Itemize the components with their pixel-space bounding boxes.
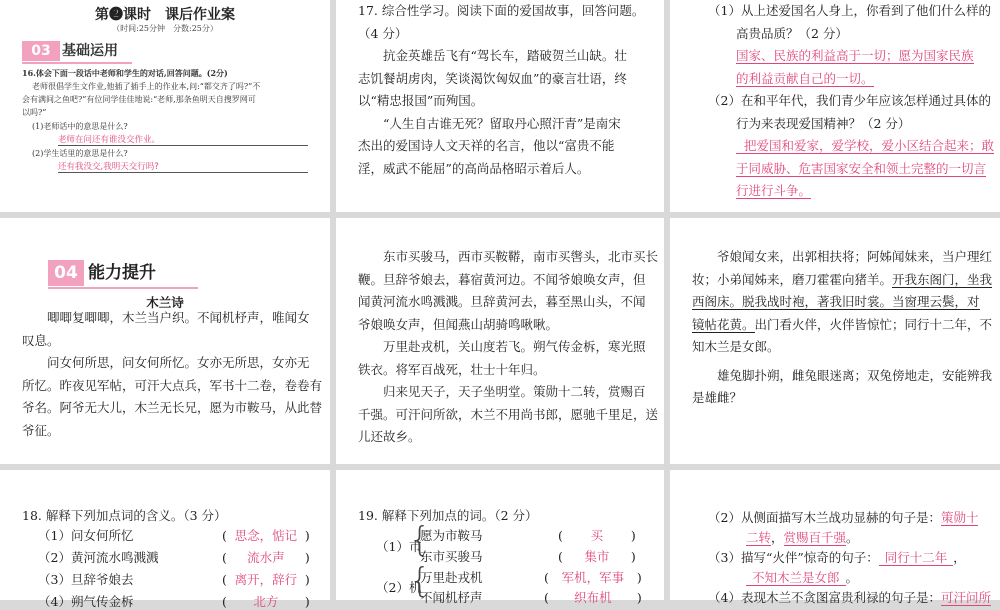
q18-answer-2: ( 流水声 ) [222, 550, 310, 565]
q17-score: （4 分） [358, 25, 408, 41]
q16-subquestion-2: (2)学生话里的意思是什么? [32, 149, 128, 158]
section-banner-basic [22, 41, 132, 61]
poem-line: 所忆。昨夜见军帖，可汗大点兵，军书十二卷，卷卷有 [22, 377, 323, 393]
q17-sub1: （1）从上述爱国名人身上，你看到了他们什么样的 [708, 3, 991, 18]
homework-panel-basic [0, 0, 330, 212]
q16-answer-1: 老师在问还有谁没交作业。 [58, 133, 308, 146]
brace-icon: { [409, 561, 431, 601]
poem-line: 万里赴戎机，关山度若飞。朔气传金柝，寒光照 [383, 339, 646, 354]
q17-answer-2: 于同威胁、危害国家安全和领土完整的一切言 [736, 160, 987, 176]
section-underline [48, 287, 198, 289]
q17-answer-2: 把爱国和爱家，爱学校，爱小区结合起来；敢 [736, 138, 994, 154]
q17-answer-2: 行进行斗争。 [736, 183, 812, 198]
q17-panel [336, 0, 664, 212]
passage-line: 抗金英雄岳飞有“驾长车，踏破贺兰山缺。壮 [383, 48, 627, 63]
q20-answer-3a: 同行十二年 [879, 550, 954, 566]
q20-sub4: （4）表现木兰不贪图富贵利禄的句子是：可汗问所 [708, 590, 991, 605]
q20-sub3-cont: 不知木兰是女郎 。 [746, 568, 858, 586]
q20-answer-2c: 赏赐百千强 [783, 530, 847, 545]
q20-answer-3b: 不知木兰是女郎 [746, 570, 846, 586]
q18-title: 18. 解释下列加点词的含义。（3 分） [22, 508, 227, 523]
q17-answer-1: 的利益贡献自己的一切。 [736, 70, 874, 86]
poem-text [692, 246, 992, 410]
q19-group1-label: （1）市 [376, 539, 422, 554]
brace-icon: { [409, 520, 431, 560]
passage-line: 杰出的爱国诗人文天祥的名言，他以“富贵不能 [358, 138, 615, 153]
poem-line: 问女何所思，问女何所忆。女亦无所思，女亦无 [47, 355, 310, 370]
q19-g2-item-1: 万里赴戎机 [420, 570, 483, 585]
poem-text [358, 246, 658, 449]
q17-sub1-cont: 高贵品质？（2 分） [736, 25, 848, 41]
q19-g2-answer-1: ( 军机，军事 ) [544, 570, 642, 585]
poem-line: 唧唧复唧唧，木兰当户织。不闻机杼声，唯闻女 [47, 310, 310, 325]
q18-answer-1: ( 思念，惦记 ) [222, 528, 310, 543]
section-label: 基础运用 [62, 43, 118, 59]
poem-line: 是雄雌？ [692, 390, 743, 405]
q17-title: 17. 综合性学习。阅读下面的爱国故事，回答问题。 [358, 3, 645, 18]
q17-sub2-cont: 行为来表现爱国精神？（2 分） [736, 115, 911, 131]
poem-line: 知木兰是女郎。 [692, 339, 780, 354]
q16-answer-2: 还有我没交,我明天交行吗? [58, 160, 308, 173]
poem-line: 出门看火伴，火伴皆惊忙；同行十二年，不 [754, 316, 993, 332]
underlined-phrase: 开我东阁门，坐我 [892, 271, 993, 287]
poem-text [22, 307, 322, 442]
q17-sub2: （2）在和平年代，我们青少年应该怎样通过具体的 [708, 93, 991, 108]
poem-line: 雄兔脚扑朔，雌兔眼迷离；双兔傍地走，安能辨我 [717, 367, 993, 383]
q17-text [358, 0, 644, 180]
q16-subquestion-1: (1)老师话中的意思是什么? [32, 122, 128, 131]
q18-answer-3: ( 离开，辞行 ) [222, 572, 310, 587]
q20-sub2-cont: 二转，赏赐百千强。 [746, 530, 859, 545]
q20-answer-2a: 策勋十 [940, 510, 979, 525]
poem-line: 东市买骏马，西市买鞍鞯，南市买辔头，北市买长 [383, 249, 659, 264]
passage-line: 淫，威武不能屈”的高尚品格昭示着后人。 [358, 160, 590, 176]
q17-answers-panel [670, 0, 1000, 212]
q19-panel [336, 470, 664, 605]
underlined-phrase: 当窗理云鬓，对 [892, 294, 980, 309]
q19-g1-item-1: 愿为市鞍马 [420, 528, 483, 543]
q19-g1-answer-1: ( 买 ) [558, 528, 636, 543]
q19-g2-answer-2: ( 织布机 ) [544, 590, 642, 605]
q20-panel [670, 470, 1000, 605]
underlined-phrase: 西阁床。脱我战时袍，著我旧时裳。 [692, 294, 893, 309]
q19-group2-label: （2）机 [376, 580, 422, 595]
q18-panel [0, 470, 330, 609]
q18-answer-4: ( 北方 ) [222, 594, 310, 609]
poem-panel-2 [336, 218, 664, 464]
section-number: 03 [22, 41, 60, 61]
poem-line: 爷名。阿爷无大儿，木兰无长兄，愿为市鞍马，从此替 [22, 400, 323, 415]
passage-line: 以“精忠报国”而殉国。 [358, 93, 484, 108]
q16-passage-line: 以吗?” [22, 108, 47, 117]
q18-item-4: （4）朔气传金柝 [38, 594, 134, 609]
poem-line: 闻黄河流水鸣溅溅。旦辞黄河去，暮至黑山头，不闻 [358, 294, 646, 309]
q19-g1-answer-2: ( 集市 ) [558, 549, 636, 564]
q18-item-3: （3）旦辞爷娘去 [38, 572, 134, 587]
q16-stem: 16.体会下面一段话中老师和学生的对话,回答问题。(2分) [22, 68, 228, 78]
poem-title: 木兰诗 [146, 295, 184, 310]
q16-passage-line: 老师很倡学生文作业,他插了插手上的作业本,问:“都交齐了吗?”不 [32, 82, 261, 91]
poem-line: 爷娘唤女声，但闻燕山胡骑鸣啾啾。 [358, 316, 559, 332]
q18-item-2: （2）黄河流水鸣溅溅 [38, 550, 159, 565]
poem-line: 爷征。 [22, 422, 60, 438]
poem-line: 叹息。 [22, 332, 60, 348]
poem-line: 千强。可汗问所欲，木兰不用尚书郎，愿驰千里足，送 [358, 406, 659, 422]
q17-answers [708, 0, 994, 203]
q20-answer-2b: 二转 [746, 530, 772, 545]
ability-panel [0, 218, 330, 464]
poem-line: 妆；小弟闻姊来，磨刀霍霍向猪羊。 [692, 271, 893, 287]
passage-line: “人生自古谁无死？留取丹心照汗青”是南宋 [383, 115, 621, 131]
poem-line: 归来见天子，天子坐明堂。策勋十二转，赏赐百 [383, 384, 646, 399]
poem-line: 铁衣。将军百战死，壮士十年归。 [358, 361, 546, 377]
section-number: 04 [48, 260, 84, 286]
q20-answer-4: 可汗问所 [940, 590, 991, 605]
passage-line: 志饥餐胡虏肉，笑谈渴饮匈奴血”的豪言壮语，终 [358, 70, 627, 86]
q20-sub2: （2）从侧面描写木兰战功显赫的句子是：策勋十 [708, 510, 979, 525]
poem-line: 鞭。旦辞爷娘去，暮宿黄河边。不闻爷娘唤女声，但 [358, 271, 646, 287]
q16-passage-line: 会有满间之鱼吧?”有位同学佳佳地说:“老师,那条鱼明天自搜罗网可 [22, 95, 256, 104]
q17-answer-1: 国家、民族的利益高于一切；愿为国家民族 [736, 48, 974, 63]
time-score-info: （时间:25分钟 分数:25分） [112, 24, 218, 33]
section-underline [22, 62, 132, 64]
poem-line: 爷娘闻女来，出郭相扶将；阿姊闻妹来，当户理红 [717, 249, 993, 264]
q19-title: 19. 解释下列加点的词。（2 分） [358, 508, 538, 523]
poem-panel-3 [670, 218, 1000, 464]
underlined-phrase: 镜帖花黄。 [692, 316, 755, 332]
q19-g1-item-2: 东市买骏马 [420, 549, 483, 564]
lesson-title: 第❷课时 课后作业案 [95, 7, 235, 23]
section-label: 能力提升 [88, 263, 156, 283]
poem-line: 儿还故乡。 [358, 429, 421, 444]
q18-item-1: （1）问女何所忆 [38, 528, 134, 543]
q19-g2-item-2: 不闻机杼声 [420, 590, 483, 605]
q20-sub3: （3）描写“火伴”惊奇的句子： 同行十二年 ， [708, 550, 966, 565]
